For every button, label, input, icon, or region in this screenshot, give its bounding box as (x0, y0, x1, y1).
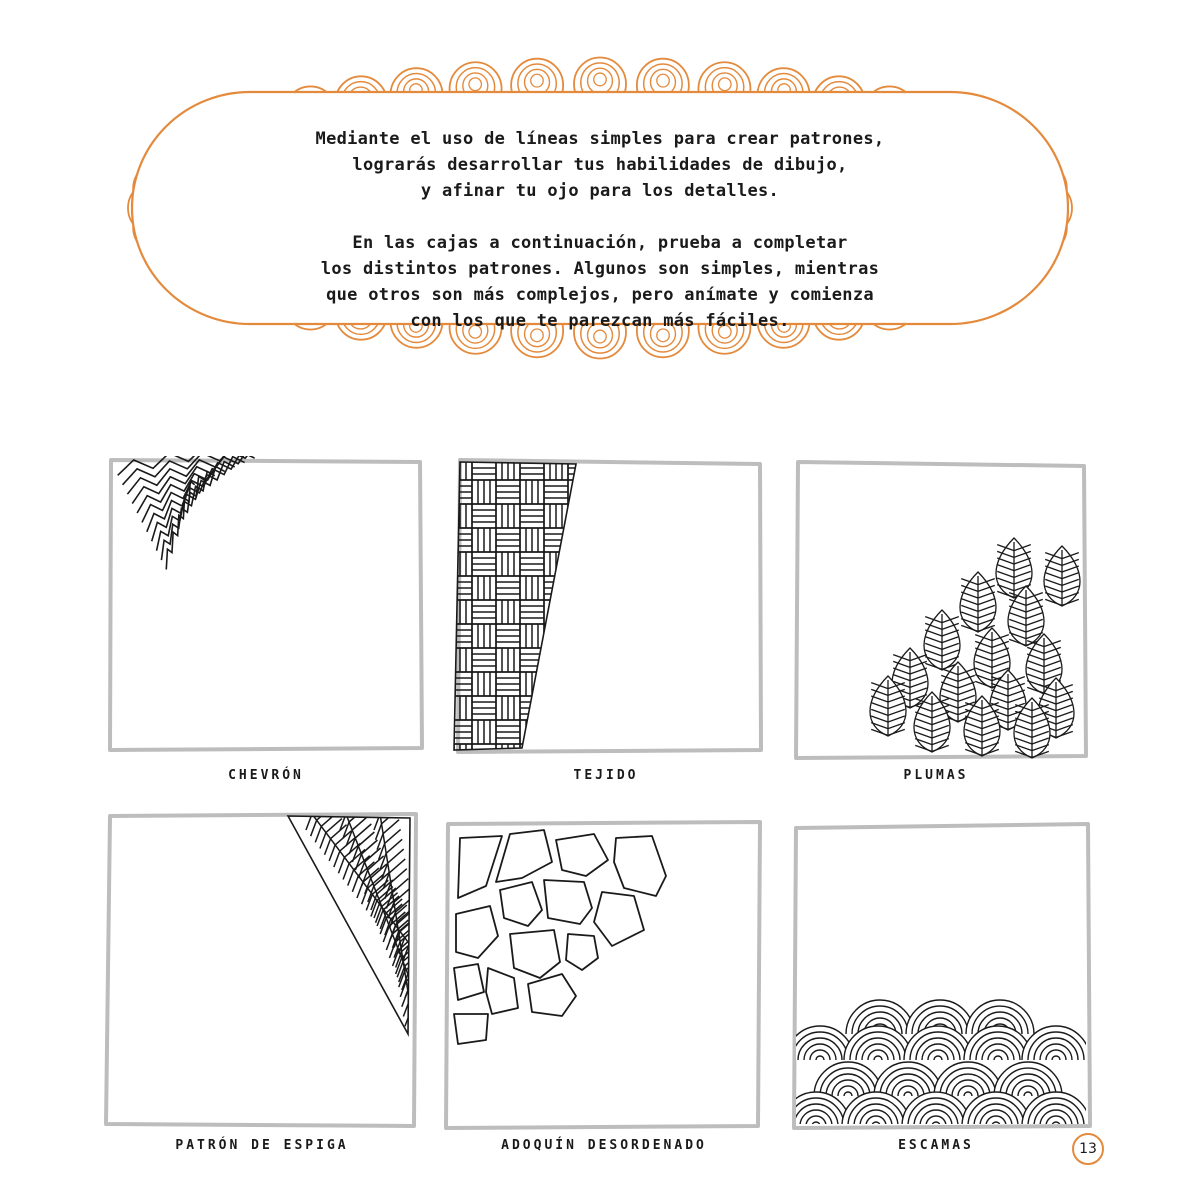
intro-line: los distintos patrones. Algunos son simples, mientras (320, 259, 880, 279)
herringbone-pattern-icon (104, 810, 420, 1130)
intro-line: Mediante el uso de líneas simples para crear patrones, (315, 129, 885, 149)
intro-paragraph-2 (230, 230, 970, 334)
pattern-label: ADOQUÍN DESORDENADO (501, 1138, 707, 1153)
pattern-label: CHEVRÓN (228, 768, 304, 783)
pattern-box-feathers[interactable] (792, 456, 1094, 762)
feathers-pattern-icon (792, 456, 1094, 762)
cobblestone-pattern-icon (444, 818, 764, 1130)
intro-line: con los que te parezcan más fáciles. (410, 311, 790, 331)
pattern-box-cobblestone[interactable] (444, 818, 764, 1130)
page-number: 13 (1072, 1133, 1104, 1165)
chevron-pattern-icon (108, 456, 424, 752)
intro-line: En las cajas a continuación, prueba a completar (352, 233, 848, 253)
pattern-box-weave[interactable] (448, 456, 764, 754)
pattern-label: TEJIDO (573, 768, 639, 783)
pattern-label: ESCAMAS (898, 1138, 974, 1153)
pattern-box-herringbone[interactable] (104, 810, 420, 1130)
intro-line: y afinar tu ojo para los detalles. (420, 181, 780, 201)
weave-pattern-icon (448, 456, 764, 754)
pattern-box-chevron[interactable] (108, 456, 424, 752)
intro-line: que otros son más complejos, pero anímate y comienza (326, 285, 874, 305)
intro-paragraph-1 (230, 126, 970, 204)
scales-pattern-icon (790, 820, 1094, 1132)
pattern-label: PATRÓN DE ESPIGA (175, 1138, 349, 1153)
pattern-label: PLUMAS (903, 768, 969, 783)
pattern-box-scales[interactable] (790, 820, 1094, 1132)
intro-line: lograrás desarrollar tus habilidades de dibujo, (352, 155, 848, 175)
scalloped-banner-frame (0, 0, 1200, 420)
